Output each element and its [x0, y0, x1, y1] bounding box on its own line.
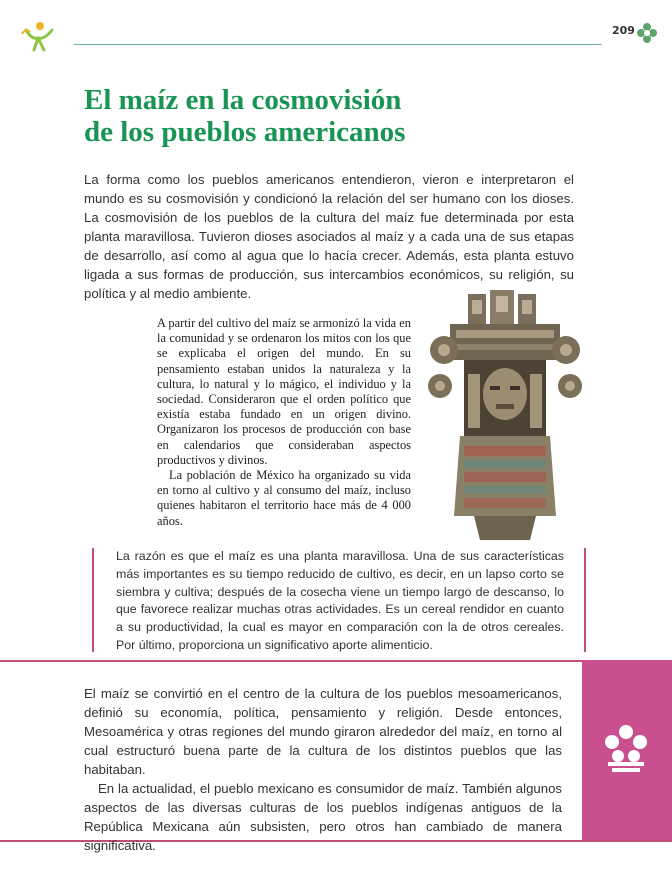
flower-icon	[636, 22, 658, 44]
closing-paragraph-1: El maíz se convirtió en el centro de la cultura de los pueblos mesoamericanos, definió su economía, política, pensamiento y religión. Desde entonces, Mesoamérica y otras regiones del mundo giraron alrededor del maíz, en torno al cual estructuró buena parte de la cultura de los distintos pueblos que las habitaban.	[84, 686, 562, 777]
header-logo-icon	[14, 18, 60, 54]
title-line-1: El maíz en la cosmovisión	[84, 84, 402, 116]
page-title	[84, 84, 564, 148]
intro-paragraph: La forma como los pueblos americanos entendieron, vieron e interpretaron el mundo es su cosmovisión y condicionó la relación del ser humano con los dioses. La cosmovisión de los pueblos de la cultura del maíz fue determinada por esta planta maravillosa. Tuvieron dioses asociados al maíz y a cada una de sus etapas de desarrollo, así como al agua que lo hacía crecer. Además, esta planta estuvo ligada a sus formas de producción, sus intercambios económicos, su religión, su política y al medio ambiente.	[84, 172, 574, 301]
title-line-2: de los pueblos americanos	[84, 116, 406, 148]
closing-paragraph-2: En la actualidad, el pueblo mexicano es consumidor de maíz. También algunos aspectos de las diversas culturas de los pueblos indígenas antiguos de la República Mexicana aún subsisten, pero otros han cambiado de manera significativa.	[84, 781, 562, 853]
serif-text-block	[157, 316, 411, 529]
page-number: 209	[612, 24, 635, 37]
clay-urn-sculpture-image	[424, 290, 586, 540]
section-divider	[0, 660, 582, 662]
serif-paragraph-1: A partir del cultivo del maíz se armonizó la vida en la comunidad y se ordenaron los mitos con los que se explicaba el origen del mundo. En su pensamiento estaban unidos la naturaleza y la cultura, lo natural y lo mágico, el individuo y la sociedad. Consideraron que el orden político que existía estaba fundado en un origen divino. Organizaron los procesos de producción con base en calendarios que consideraban aspectos productivos y divinos.	[157, 316, 411, 467]
floral-emblem-icon	[600, 722, 652, 774]
highlight-box	[92, 548, 586, 652]
serif-paragraph-2: La población de México ha organizado su vida en torno al cultivo y al consumo del maíz, incluso quienes habitaron el territorio hace más de 4 000 años.	[157, 468, 411, 528]
header-rule	[74, 44, 602, 45]
highlight-box-text: La razón es que el maíz es una planta maravillosa. Una de sus características más importantes es su tiempo reducido de cultivo, es decir, en un lapso corto se siembra y cultiva; después de la cosecha viene un tiempo largo de descanso, lo que favorece realizar muchas otras actividades. Es un cereal rendidor en cuanto a su productividad, la cual es mayor en comparación con la de otros cereales. Por último, proporciona un significativo aporte alimenticio.	[116, 549, 564, 652]
closing-section	[84, 684, 562, 855]
